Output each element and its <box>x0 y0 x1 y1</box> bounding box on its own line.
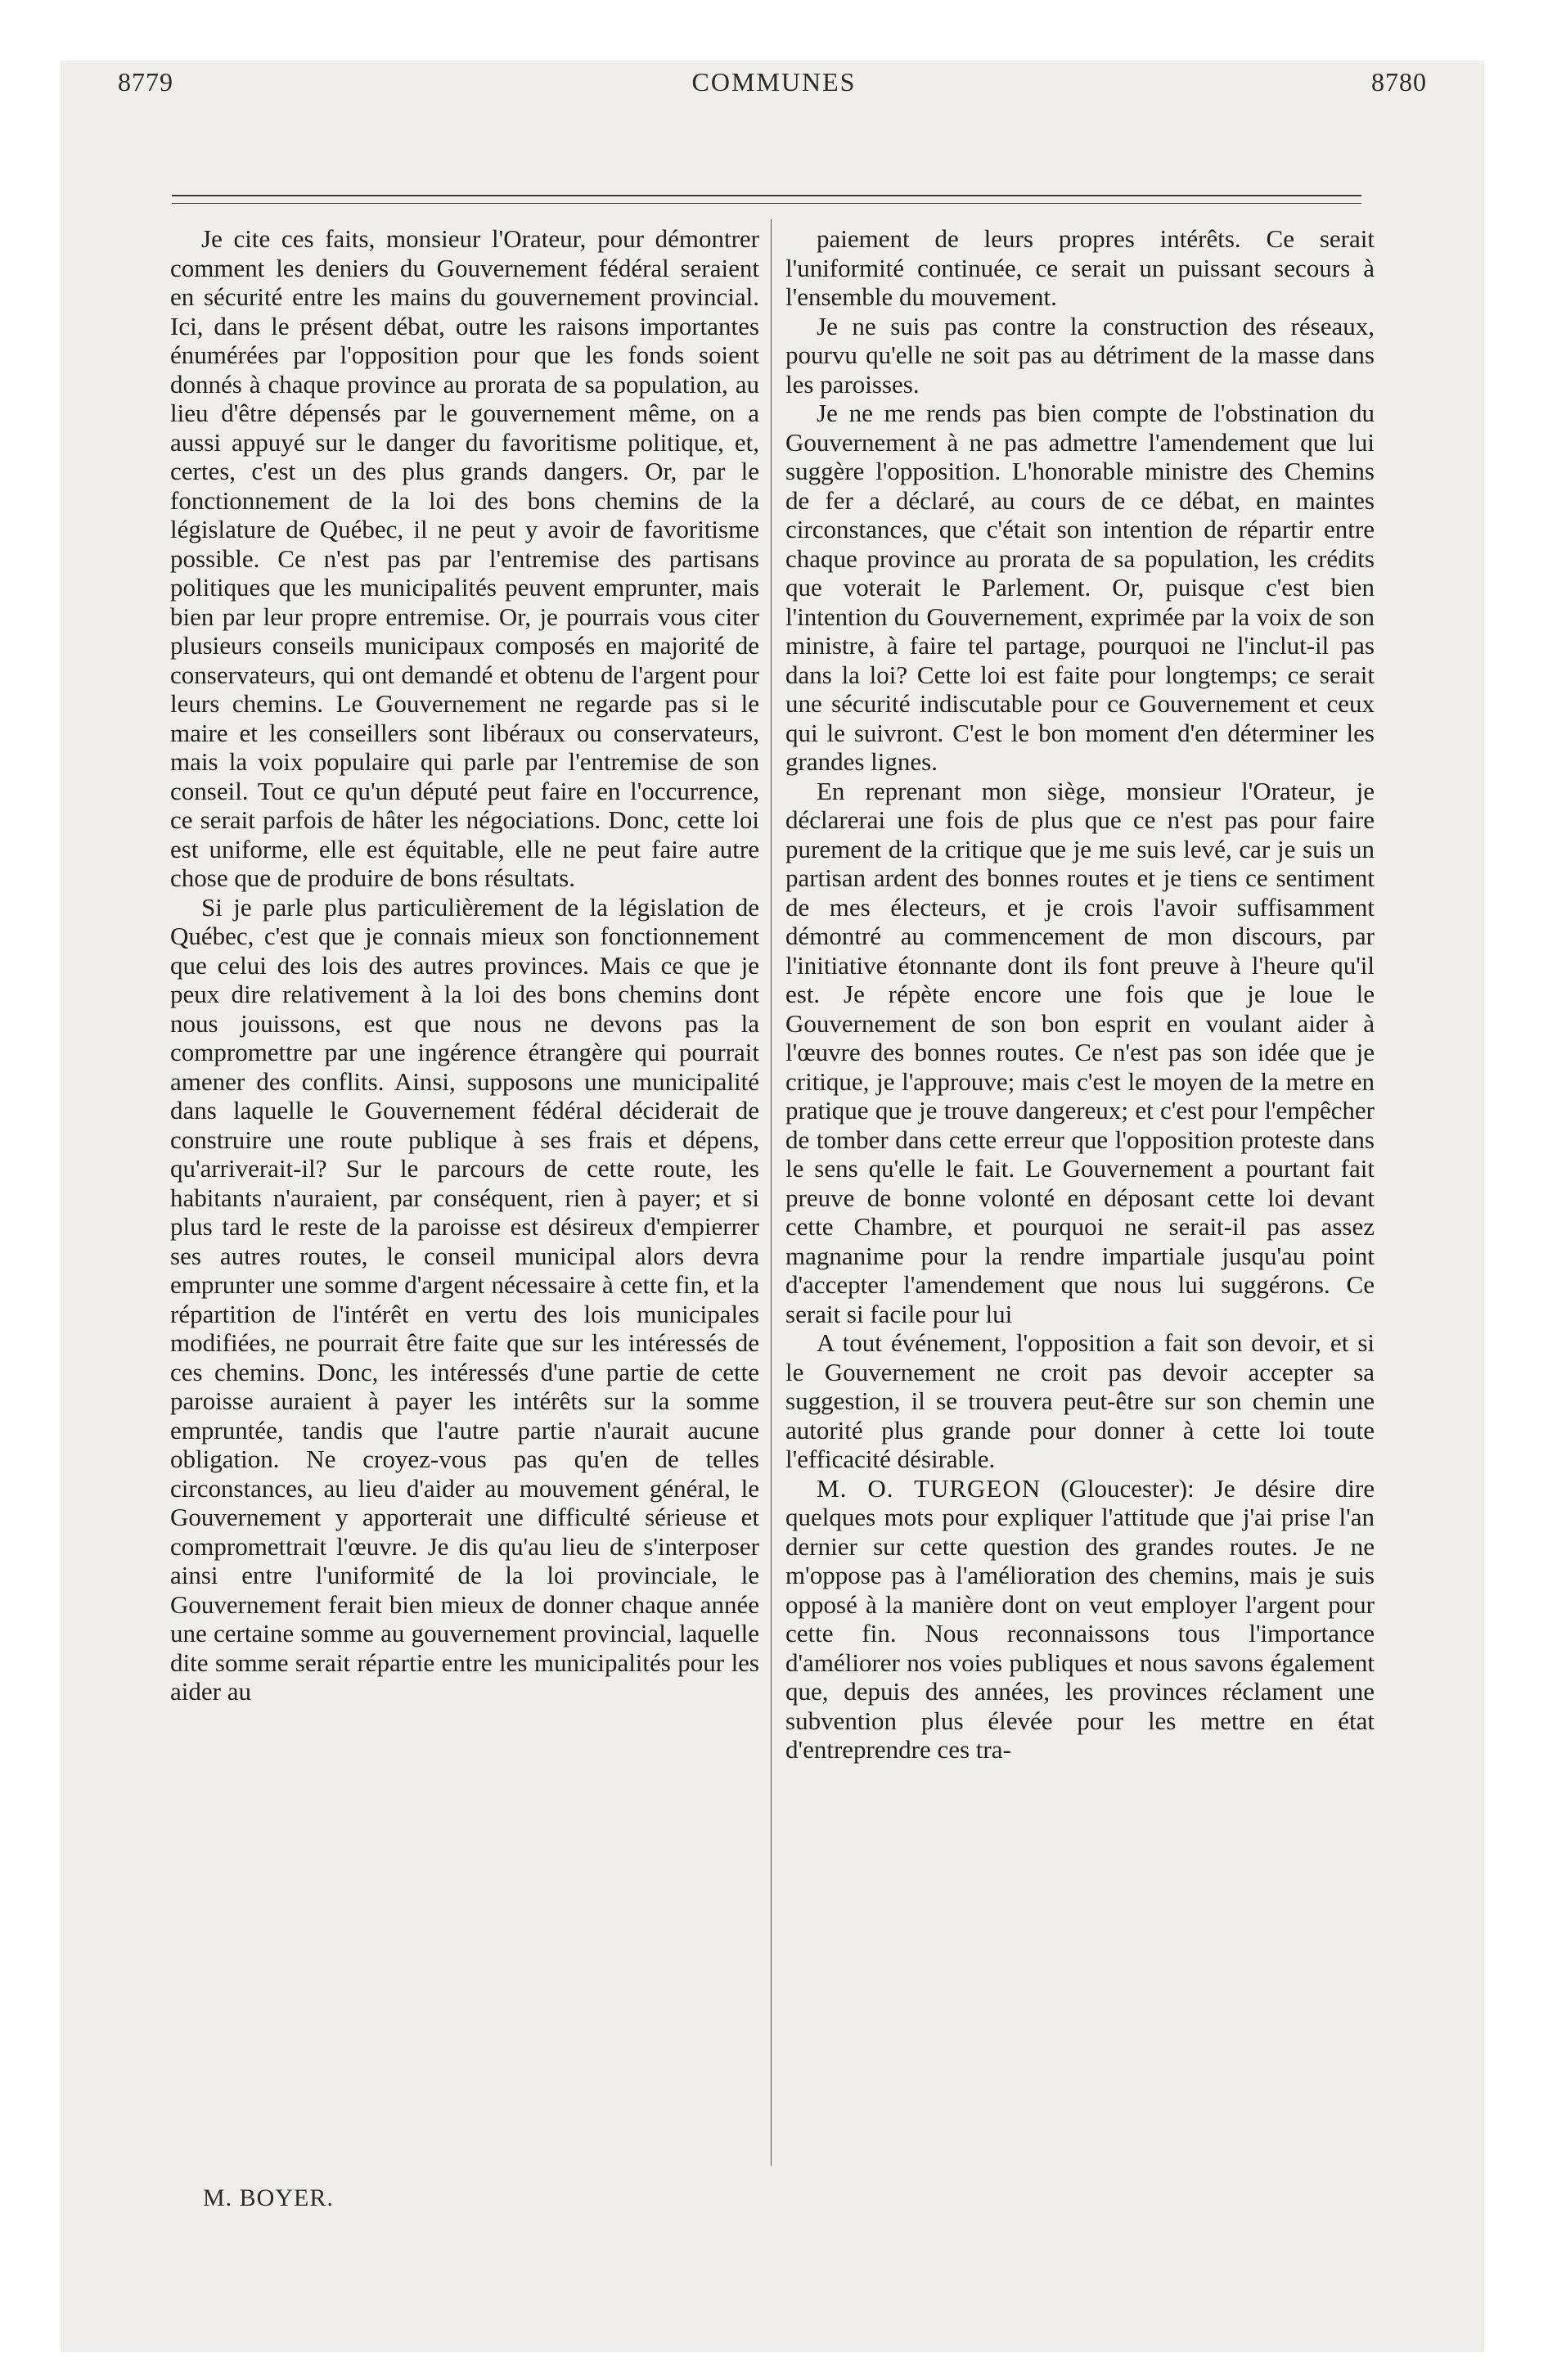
speaker-name: M. O. TURGEON <box>817 1473 1042 1503</box>
speaker-riding: (Gloucester): <box>1060 1473 1195 1503</box>
paragraph: A tout événement, l'opposition a fait son devoir, et si le Gouvernement ne croit pas devoir accepter sa suggestion, il se trouvera peut-être sur son chemin une autorité plus grande pour donner à cette loi toute l'efficacité désirable. <box>785 1328 1375 1473</box>
left-column <box>170 224 759 1706</box>
speaker-text: Je désire dire quelques mots pour expliquer l'attitude que j'ai prise l'an dernier sur cette question des grandes routes. Je ne m'oppose pas à l'amélioration des chemins, mais je suis opposé à la manière dont on veut employer l'argent pour cette fin. Nous reconnaissons tous l'importance d'améliorer nos voies publiques et nous savons également que, depuis des années, les provinces réclament une subvention plus élevée pour les mettre en état d'entreprendre ces tra- <box>785 1473 1375 1764</box>
running-title: COMMUNES <box>691 67 857 97</box>
page-number-left: 8779 <box>118 67 173 97</box>
paragraph: En reprenant mon siège, monsieur l'Orateur, je déclarerai une fois de plus que ce n'est pas pour faire purement de la critique que je me suis levé, car je suis un partisan ardent des bonnes routes et je tiens ce sentiment de mes électeurs, et je crois l'avoir suffisamment démontré au commencement de mon discours, par l'initiative étonnante dont ils font preuve à l'heure qu'il est. Je répète encore une fois que je loue le Gouvernement de son bon esprit en voulant aider à l'œuvre des bonnes routes. Ce n'est pas son idée que je critique, je l'approuve; mais c'est le moyen de la metre en pratique que je trouve dangereux; et c'est pour l'empêcher de tomber dans cette erreur que l'opposition proteste dans le sens qu'elle le fait. Le Gouvernement a pourtant fait preuve de bonne volonté en déposant cette loi devant cette Chambre, et pourquoi ne serait-il pas assez magnanime pour la rendre impartiale jusqu'au point d'accepter l'amendement que nous lui suggérons. Ce serait si facile pour lui <box>785 776 1375 1328</box>
paragraph: Je ne suis pas contre la construction des réseaux, pourvu qu'elle ne soit pas au détriment de la masse dans les paroisses. <box>785 311 1375 399</box>
paragraph: Je cite ces faits, monsieur l'Orateur, pour démontrer comment les deniers du Gouvernement fédéral seraient en sécurité entre les mains du gouvernement provincial. Ici, dans le présent débat, outre les raisons importantes énumérées par l'opposition pour que les fonds soient donnés à chaque province au prorata de sa population, au lieu d'être dépensés par le gouvernement même, on a aussi appuyé sur le danger du favoritisme politique, et, certes, c'est un des plus grands dangers. Or, par le fonctionnement de la loi des bons chemins de la législature de Québec, il ne peut y avoir de favoritisme possible. Ce n'est pas par l'entremise des partisans politiques que les municipalités peuvent emprunter, mais bien par leur propre entremise. Or, je pourrais vous citer plusieurs conseils municipaux composés en majorité de conservateurs, qui ont demandé et obtenu de l'argent pour leurs chemins. Le Gouvernement ne regarde pas si le maire et les conseillers sont libéraux ou conservateurs, mais la voix populaire qui parle par l'entremise de son conseil. Tout ce qu'un député peut faire en l'occurrence, ce serait parfois de hâter les négociations. Donc, cette loi est uniforme, elle est équitable, elle ne peut faire autre chose que de produire de bons résultats. <box>170 224 759 892</box>
header-rule-thin <box>172 203 1361 204</box>
column-divider <box>771 219 772 2166</box>
paragraph: paiement de leurs propres intérêts. Ce serait l'uniformité continuée, ce serait un puissant secours à l'ensemble du mouvement. <box>785 224 1375 311</box>
page-number-right: 8780 <box>1371 67 1427 97</box>
header-rule <box>172 195 1361 196</box>
paragraph: Je ne me rends pas bien compte de l'obstination du Gouvernement à ne pas admettre l'amendement que lui suggère l'opposition. L'honorable ministre des Chemins de fer a déclaré, au cours de ce débat, en maintes circonstances, que c'était son intention de répartir entre chaque province au prorata de sa population, les crédits que voterait le Parlement. Or, puisque c'est bien l'intention du Gouvernement, exprimée par la voix de son ministre, à faire tel partage, pourquoi ne l'inclut-il pas dans la loi? Cette loi est faite pour longtemps; ce serait une sécurité indiscutable pour ce Gouvernement et ceux qui le suivront. C'est le bon moment d'en déterminer les grandes lignes. <box>785 399 1375 776</box>
speaker-paragraph <box>785 1474 1375 1765</box>
footer-signature: M. BOYER. <box>203 2184 334 2211</box>
right-column <box>785 224 1375 1765</box>
paragraph: Si je parle plus particulièrement de la législation de Québec, c'est que je connais mieux son fonctionnement que celui des lois des autres provinces. Mais ce que je peux dire relativement à la loi des bons chemins dont nous jouissons, est que nous ne devons pas la compromettre par une ingérence étrangère qui pourrait amener des conflits. Ainsi, supposons une municipalité dans laquelle le Gouvernement fédéral déciderait de construire une route publique à ses frais et dépens, qu'arriverait-il? Sur le parcours de cette route, les habitants n'auraient, par conséquent, rien à payer; et si plus tard le reste de la paroisse est désireux d'empierrer ses autres routes, le conseil municipal alors devra emprunter une somme d'argent nécessaire à cette fin, et la répartition de l'intérêt en vertu des lois municipales modifiées, ne pourrait être faite que sur les intéressés de ces chemins. Donc, les intéressés d'une partie de cette paroisse auraient à payer les intérêts sur la somme empruntée, tandis que l'autre partie n'aurait aucune obligation. Ne croyez-vous pas qu'en de telles circonstances, au lieu d'aider au mouvement général, le Gouvernement y apporterait une difficulté sérieuse et compromettrait l'œuvre. Je dis qu'au lieu de s'interposer ainsi entre l'uniformité de la loi provinciale, le Gouvernement ferait bien mieux de donner chaque année une certaine somme au gouvernement provincial, laquelle dite somme serait répartie entre les municipalités pour les aider au <box>170 892 759 1706</box>
